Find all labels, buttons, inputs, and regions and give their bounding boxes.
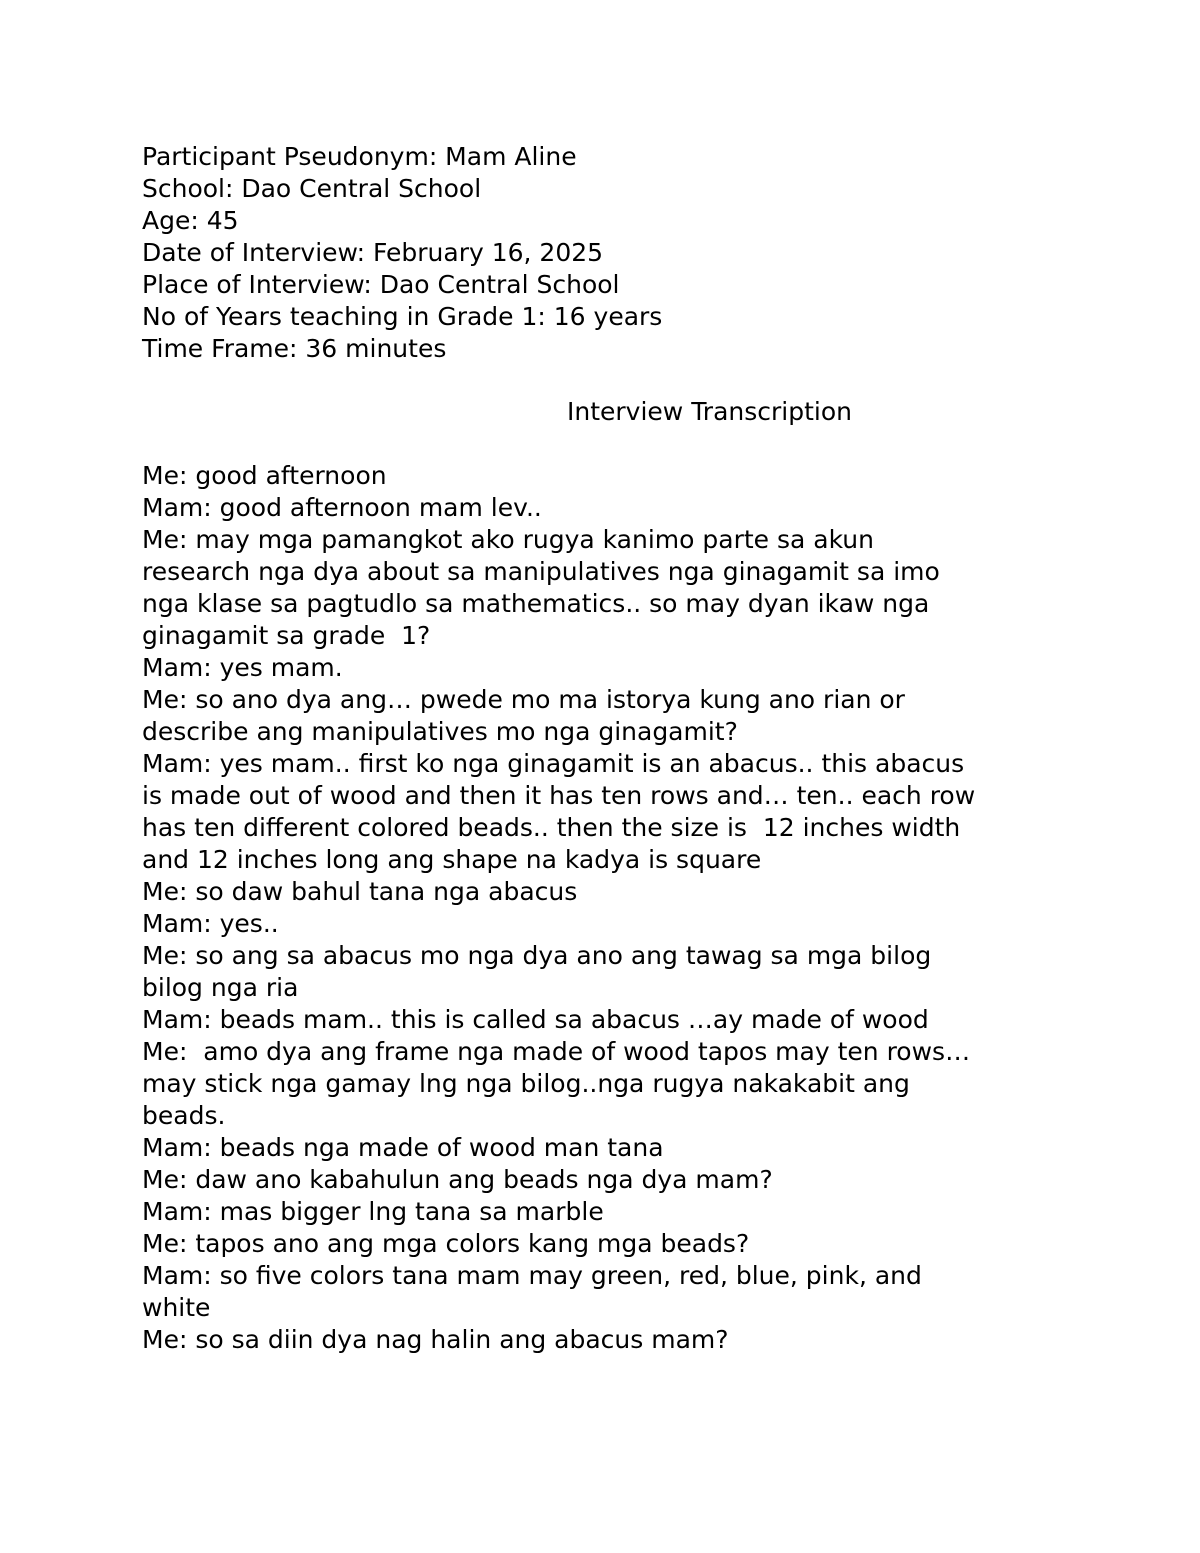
transcript-line: Me: daw ano kabahulun ang beads nga dya mam? (142, 1165, 773, 1194)
age-line: Age: 45 (142, 206, 239, 235)
participant-info (142, 141, 1082, 365)
transcript-line: is made out of wood and then it has ten rows and… ten.. each row (142, 781, 976, 810)
transcript-line: Mam: so five colors tana mam may green, red, blue, pink, and (142, 1261, 922, 1290)
transcript-line: Mam: good afternoon mam lev.. (142, 493, 542, 522)
transcript-line: Me: tapos ano ang mga colors kang mga beads? (142, 1229, 750, 1258)
transcript-line: ginagamit sa grade 1? (142, 621, 431, 650)
transcript (142, 460, 1082, 1356)
transcript-line: Me: so ang sa abacus mo nga dya ano ang tawag sa mga bilog (142, 941, 932, 970)
school-line: School: Dao Central School (142, 174, 482, 203)
transcript-line: and 12 inches long ang shape na kadya is square (142, 845, 762, 874)
transcript-line: has ten different colored beads.. then the size is 12 inches width (142, 813, 961, 842)
transcript-line: describe ang manipulatives mo nga ginagamit? (142, 717, 738, 746)
transcript-line: Mam: yes mam.. first ko nga ginagamit is an abacus.. this abacus (142, 749, 965, 778)
transcript-line: beads. (142, 1101, 226, 1130)
transcript-line: white (142, 1293, 211, 1322)
transcript-line: Me: so sa diin dya nag halin ang abacus mam? (142, 1325, 729, 1354)
transcript-line: Mam: beads nga made of wood man tana (142, 1133, 664, 1162)
transcript-line: Mam: yes.. (142, 909, 279, 938)
years-teaching: No of Years teaching in Grade 1: 16 years (142, 302, 663, 331)
transcript-line: Me: so ano dya ang… pwede mo ma istorya kung ano rian or (142, 685, 905, 714)
participant-pseudonym: Participant Pseudonym: Mam Aline (142, 142, 577, 171)
transcript-line: Me: so daw bahul tana nga abacus (142, 877, 578, 906)
transcript-line: research nga dya about sa manipulatives nga ginagamit sa imo (142, 557, 940, 586)
transcript-line: Me: amo dya ang frame nga made of wood tapos may ten rows… (142, 1037, 971, 1066)
date-of-interview: Date of Interview: February 16, 2025 (142, 238, 604, 267)
transcript-line: nga klase sa pagtudlo sa mathematics.. so may dyan ikaw nga (142, 589, 930, 618)
transcript-line: Me: good afternoon (142, 461, 387, 490)
transcript-line: may stick nga gamay lng nga bilog..nga rugya nakakabit ang (142, 1069, 910, 1098)
time-frame: Time Frame: 36 minutes (142, 334, 447, 363)
transcript-line: Me: may mga pamangkot ako rugya kanimo parte sa akun (142, 525, 874, 554)
transcript-line: bilog nga ria (142, 973, 299, 1002)
transcript-line: Mam: yes mam. (142, 653, 343, 682)
place-of-interview: Place of Interview: Dao Central School (142, 270, 620, 299)
document-title: Interview Transcription (567, 397, 852, 426)
transcript-line: Mam: mas bigger lng tana sa marble (142, 1197, 604, 1226)
transcript-line: Mam: beads mam.. this is called sa abacus …ay made of wood (142, 1005, 929, 1034)
